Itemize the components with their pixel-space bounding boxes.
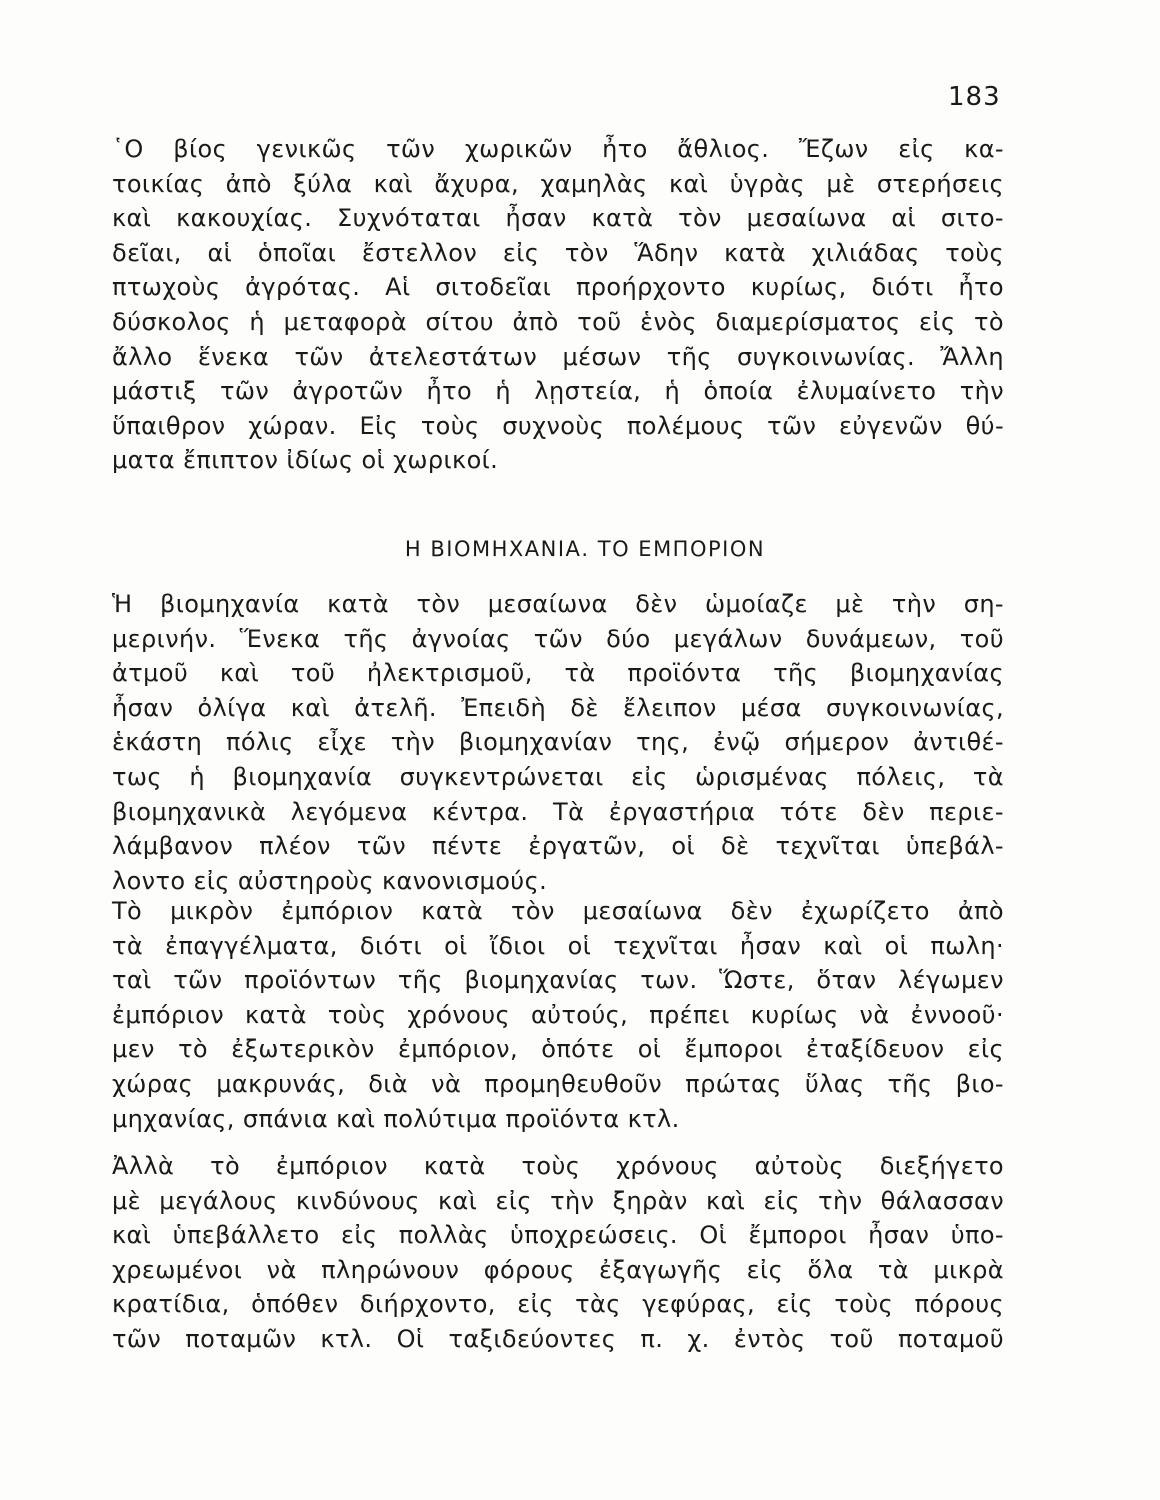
paragraph-peasant-life: [112, 132, 1004, 478]
section-heading: Η ΒΙΟΜΗΧΑΝΙΑ. ΤΟ ΕΜΠΟΡΙΟΝ: [404, 537, 766, 561]
paragraph-trade-dangers: [112, 1149, 1004, 1357]
text-line: ἀτμοῦ καὶ τοῦ ἠλεκτρισμοῦ, τὰ προϊόντα τῆς βιομηχανίας: [112, 659, 1004, 688]
text-line: τὰ ἐπαγγέλματα, διότι οἱ ἴδιοι οἱ τεχνῖται ἦσαν καὶ οἱ πωλη·: [112, 931, 1004, 960]
text-line: λάμβανον πλέον τῶν πέντε ἐργατῶν, οἱ δὲ τεχνῖται ὑπεβάλ-: [112, 832, 1004, 861]
text-line: χρεωμένοι νὰ πληρώνουν φόρους ἐξαγωγῆς εἰς ὅλα τὰ μικρὰ: [112, 1255, 1004, 1284]
text-line: μερινήν. Ἕνεκα τῆς ἀγνοίας τῶν δύο μεγάλων δυνάμεων, τοῦ: [112, 624, 1004, 653]
text-line: ῾Ο βίος γενικῶς τῶν χωρικῶν ἦτο ἄθλιος. Ἔζων εἰς κα-: [112, 135, 1004, 163]
text-line: τως ἡ βιομηχανία συγκεντρώνεται εἰς ὡρισμένας πόλεις, τὰ: [112, 762, 1004, 791]
text-line: Ἡ βιομηχανία κατὰ τὸν μεσαίωνα δὲν ὡμοίαζε μὲ τὴν ση-: [112, 590, 1004, 618]
text-line: λοντο εἰς αὐστηροὺς κανονισμούς.: [112, 866, 548, 895]
text-line: δύσκολος ἡ μεταφορὰ σίτου ἀπὸ τοῦ ἑνὸς διαμερίσματος εἰς τὸ: [112, 307, 1004, 336]
text-line: ὕπαιθρον χώραν. Εἰς τοὺς συχνοὺς πολέμους τῶν εὐγενῶν θύ-: [112, 411, 1004, 440]
text-line: καὶ ὑπεβάλλετο εἰς πολλὰς ὑποχρεώσεις. Οἱ ἔμποροι ἦσαν ὑπο-: [112, 1221, 1004, 1250]
text-line: ἑκάστη πόλις εἶχε τὴν βιομηχανίαν της, ἐνῷ σήμερον ἀντιθέ-: [112, 728, 1004, 757]
text-line: μὲ μεγάλους κινδύνους καὶ εἰς τὴν ξηρὰν καὶ εἰς τὴν θάλασσαν: [112, 1186, 1004, 1215]
text-line: ἄλλο ἕνεκα τῶν ἀτελεστάτων μέσων τῆς συγκοινωνίας. Ἄλλη: [112, 342, 1004, 371]
text-line: ἦσαν ὀλίγα καὶ ἀτελῆ. Ἐπειδὴ δὲ ἔλειπον μέσα συγκοινωνίας,: [112, 693, 1004, 722]
text-line: βιομηχανικὰ λεγόμενα κέντρα. Τὰ ἐργαστήρια τότε δὲν περιε-: [112, 797, 1004, 826]
page-number: 183: [948, 82, 1001, 112]
text-line: ταὶ τῶν προϊόντων τῆς βιομηχανίας των. Ὥστε, ὅταν λέγωμεν: [112, 966, 1004, 995]
text-line: τοικίας ἀπὸ ξύλα καὶ ἄχυρα, χαμηλὰς καὶ ὑγρὰς μὲ στερήσεις: [112, 169, 1004, 198]
paragraph-small-trade: [112, 894, 1004, 1136]
text-line: μηχανίας, σπάνια καὶ πολύτιμα προϊόντα κτλ.: [112, 1104, 680, 1133]
text-line: χώρας μακρυνάς, διὰ νὰ προμηθευθοῦν πρώτας ὕλας τῆς βιο-: [112, 1069, 1004, 1098]
paragraph-industry: [112, 587, 1004, 898]
text-line: πτωχοὺς ἀγρότας. Αἱ σιτοδεῖαι προήρχοντο κυρίως, διότι ἦτο: [112, 273, 1004, 302]
text-line: τῶν ποταμῶν κτλ. Οἱ ταξιδεύοντες π. χ. ἐντὸς τοῦ ποταμοῦ: [112, 1324, 1004, 1353]
text-line: Τὸ μικρὸν ἐμπόριον κατὰ τὸν μεσαίωνα δὲν ἐχωρίζετο ἀπὸ: [112, 897, 1004, 925]
text-line: ματα ἔπιπτον ἰδίως οἱ χωρικοί.: [112, 446, 499, 475]
text-line: μεν τὸ ἐξωτερικὸν ἐμπόριον, ὁπότε οἱ ἔμποροι ἐταξίδευον εἰς: [112, 1035, 1004, 1064]
text-line: καὶ κακουχίας. Συχνόταται ἦσαν κατὰ τὸν μεσαίωνα αἱ σιτο-: [112, 204, 1004, 233]
text-line: δεῖαι, αἱ ὁποῖαι ἔστελλον εἰς τὸν Ἅδην κατὰ χιλιάδας τοὺς: [112, 238, 1004, 267]
text-line: μάστιξ τῶν ἀγροτῶν ἦτο ἡ λῃστεία, ἡ ὁποία ἐλυμαίνετο τὴν: [112, 377, 1004, 406]
text-line: κρατίδια, ὁπόθεν διήρχοντο, εἰς τὰς γεφύρας, εἰς τοὺς πόρους: [112, 1290, 1004, 1319]
text-line: Ἀλλὰ τὸ ἐμπόριον κατὰ τοὺς χρόνους αὐτοὺς διεξήγετο: [112, 1152, 1004, 1180]
text-line: ἐμπόριον κατὰ τοὺς χρόνους αὐτούς, πρέπει κυρίως νὰ ἐννοοῦ·: [112, 1000, 1004, 1029]
